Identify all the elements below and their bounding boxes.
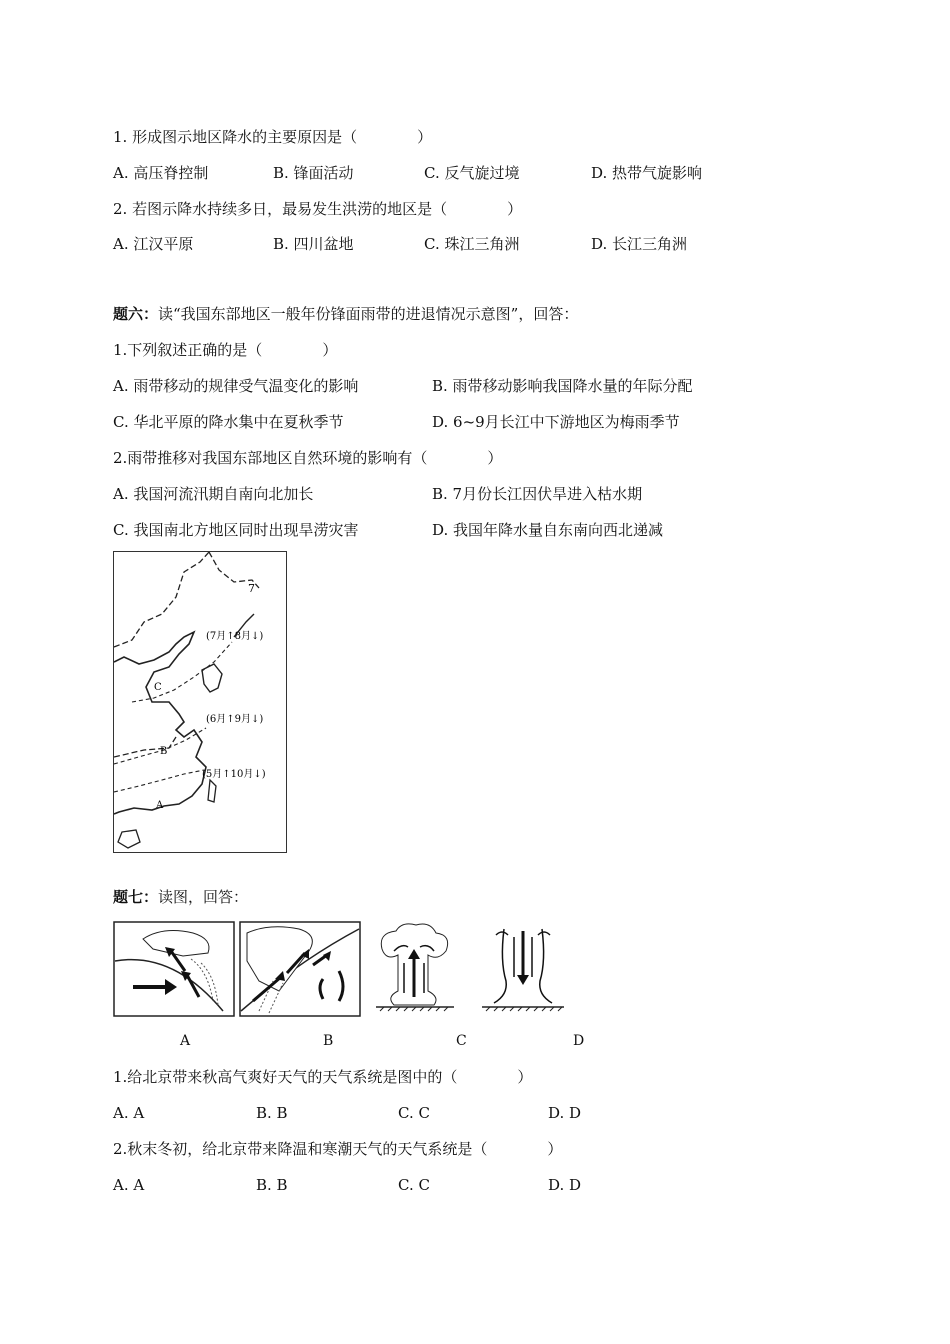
q7-heading-label: 题七： xyxy=(113,888,159,906)
q6-q1-option-a: A. 雨带移动的规律受气温变化的影响 xyxy=(113,377,359,395)
map-label-c: C xyxy=(154,682,162,693)
q7-q2-option-b: B. B xyxy=(256,1176,288,1194)
q7-q1-option-a: A. A xyxy=(113,1104,145,1122)
q7-q2-option-a: A. A xyxy=(113,1176,145,1194)
q6-question-1: 1.下列叙述正确的是（ ） xyxy=(113,341,338,359)
q6-heading xyxy=(113,304,578,324)
q5-q1-option-b: B. 锋面活动 xyxy=(273,164,354,182)
diagram-b-warm-front xyxy=(239,921,361,1017)
q6-heading-text: 读“我国东部地区一般年份锋面雨带的进退情况示意图”，回答： xyxy=(158,305,579,323)
q5-question-2: 2. 若图示降水持续多日，最易发生洪涝的地区是（ ） xyxy=(113,200,523,218)
q5-q2-option-b: B. 四川盆地 xyxy=(273,235,354,253)
q6-heading-label: 题六： xyxy=(113,305,159,323)
map-note-top: (7月↑8月↓) xyxy=(206,631,264,642)
q7-q1-option-c: C. C xyxy=(398,1104,430,1122)
map-label-b: B xyxy=(160,746,168,757)
rain-belt-map-figure xyxy=(114,552,286,852)
q5-q2-option-a: A. 江汉平原 xyxy=(113,235,194,253)
diagram-label-a: A xyxy=(180,1033,191,1049)
q7-heading-text: 读图，回答： xyxy=(158,888,249,906)
q6-q2-option-b: B. 7月份长江因伏旱进入枯水期 xyxy=(432,485,643,503)
q7-heading xyxy=(113,887,248,907)
q7-q2-option-c: C. C xyxy=(398,1176,430,1194)
diagram-c-cyclone xyxy=(372,921,456,1013)
diagram-label-b: B xyxy=(323,1033,334,1049)
q6-q1-option-c: C. 华北平原的降水集中在夏秋季节 xyxy=(113,413,344,431)
q6-q2-option-a: A. 我国河流汛期自南向北加长 xyxy=(113,485,314,503)
q7-q1-option-b: B. B xyxy=(256,1104,288,1122)
q5-q2-option-c: C. 珠江三角洲 xyxy=(424,235,520,253)
q7-q2-option-d: D. D xyxy=(548,1176,582,1194)
diagram-label-d: D xyxy=(573,1033,585,1049)
q5-q1-option-d: D. 热带气旋影响 xyxy=(591,164,703,182)
diagram-label-c: C xyxy=(456,1033,467,1049)
q7-question-2: 2.秋末冬初，给北京带来降温和寒潮天气的天气系统是（ ） xyxy=(113,1140,563,1158)
map-label-a: A xyxy=(156,800,164,811)
diagram-d-anticyclone xyxy=(478,921,568,1013)
q5-question-1: 1. 形成图示地区降水的主要原因是（ ） xyxy=(113,128,433,146)
q6-q2-option-d: D. 我国年降水量自东南向西北递减 xyxy=(432,521,664,539)
q5-q1-option-a: A. 高压脊控制 xyxy=(113,164,209,182)
diagram-a-cold-front xyxy=(113,921,235,1017)
q5-q2-option-d: D. 长江三角洲 xyxy=(591,235,688,253)
q5-q1-option-c: C. 反气旋过境 xyxy=(424,164,520,182)
rain-belt-map xyxy=(113,551,287,853)
q6-q1-option-b: B. 雨带移动影响我国降水量的年际分配 xyxy=(432,377,693,395)
map-note-mid: (6月↑9月↓) xyxy=(206,714,264,725)
q6-q2-option-c: C. 我国南北方地区同时出现旱涝灾害 xyxy=(113,521,359,539)
map-note-bot: (5月↑10月↓) xyxy=(202,769,266,780)
q6-q1-option-d: D. 6~9月长江中下游地区为梅雨季节 xyxy=(432,413,680,431)
q7-q1-option-d: D. D xyxy=(548,1104,582,1122)
map-label-7: 7 xyxy=(248,582,255,595)
q6-question-2: 2.雨带推移对我国东部地区自然环境的影响有（ ） xyxy=(113,449,503,467)
q7-question-1: 1.给北京带来秋高气爽好天气的天气系统是图中的（ ） xyxy=(113,1068,533,1086)
